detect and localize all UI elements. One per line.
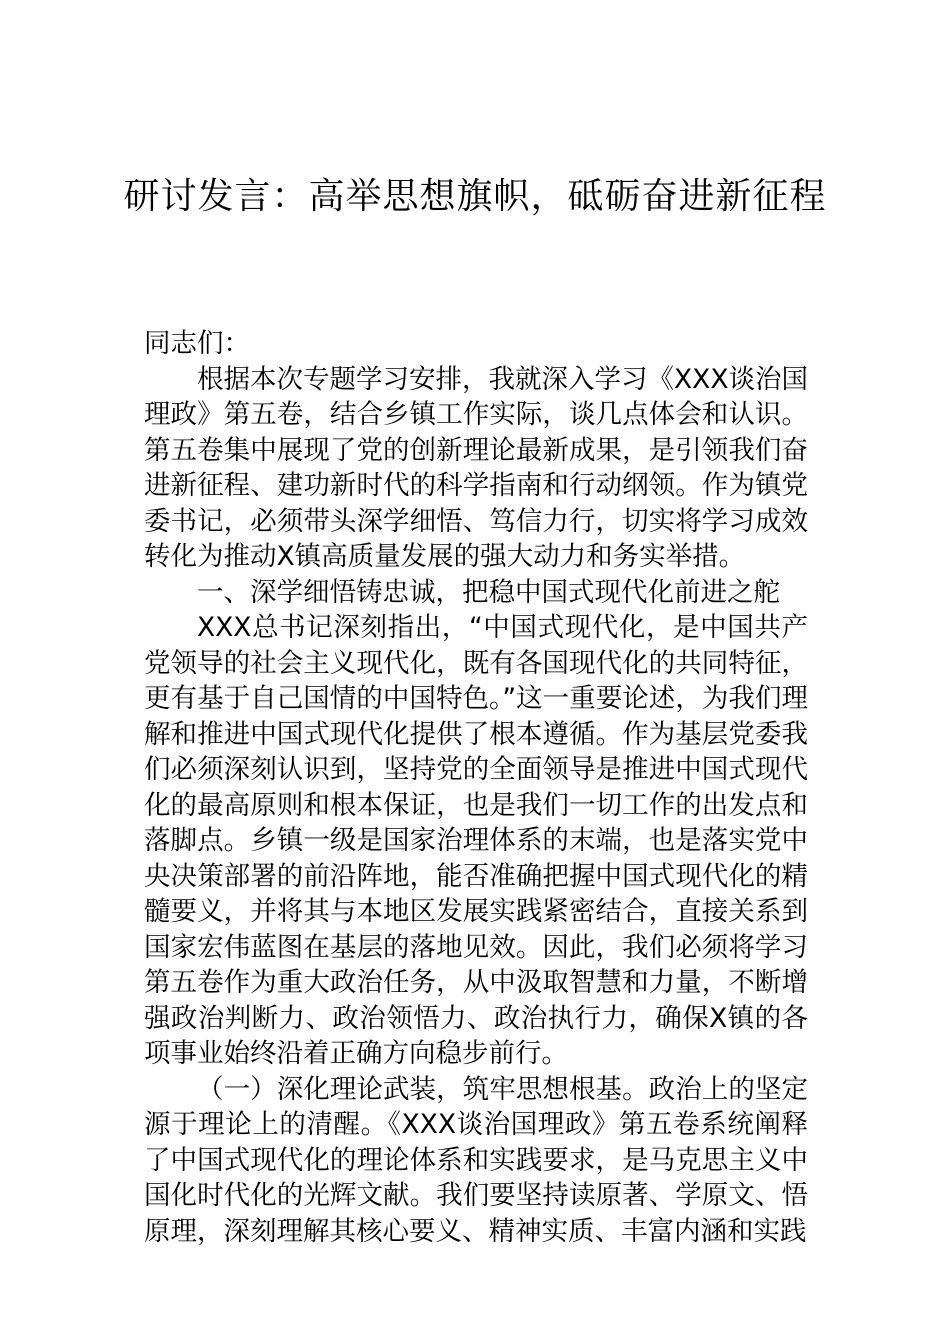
section-heading-1: 一、深学细悟铸忠诚，把稳中国式现代化前进之舵 xyxy=(197,576,780,608)
section-1-paragraph: XXX总书记深刻指出，“中国式现代化，是中国共产党领导的社会主义现代化，既有各国现代化的共同特征，更有基于自己国情的中国特色。”这一重要论述，为我们理解和推进中国式现代化提供了根本遵循。作为基层党委我们必须深刻认识到，坚持党的全面领导是推进中国式现代化的最高原则和根本保证，也是我们一切工作的出发点和落脚点。乡镇一级是国家治理体系的末端，也是落实党中央决策部署的前沿阵地，能否准确把握中国式现代化的精髓要义，并将其与本地区发展实践紧密结合，直接关系到国家宏伟蓝图在基层的落地见效。因此，我们必须将学习第五卷作为重大政治任务，从中汲取智慧和力量，不断增强政治判断力、政治领悟力、政治执行力，确保X镇的各项事业始终沿着正确方向稳步前行。 xyxy=(144,612,808,1069)
document-title: 研讨发言：高举思想旗帜，砥砺奋进新征程 xyxy=(123,176,827,217)
document-body xyxy=(144,326,808,1249)
intro-paragraph: 根据本次专题学习安排，我就深入学习《XXX谈治国理政》第五卷，结合乡镇工作实际，谈几点体会和认识。第五卷集中展现了党的创新理论最新成果，是引领我们奋进新征程、建功新时代的科学指南和行动纲领。作为镇党委书记，必须带头深学细悟、笃信力行，切实将学习成效转化为推动X镇高质量发展的强大动力和务实举措。 xyxy=(144,363,808,572)
subsection-1-paragraph: （一）深化理论武装，筑牢思想根基。政治上的坚定源于理论上的清醒。《XXX谈治国理政》第五卷系统阐释了中国式现代化的理论体系和实践要求，是马克思主义中国化时代化的光辉文献。我们要坚持读原著、学原文、悟原理，深刻理解其核心要义、精神实质、丰富内涵和实践 xyxy=(144,1073,808,1247)
salutation: 同志们： xyxy=(144,328,250,359)
